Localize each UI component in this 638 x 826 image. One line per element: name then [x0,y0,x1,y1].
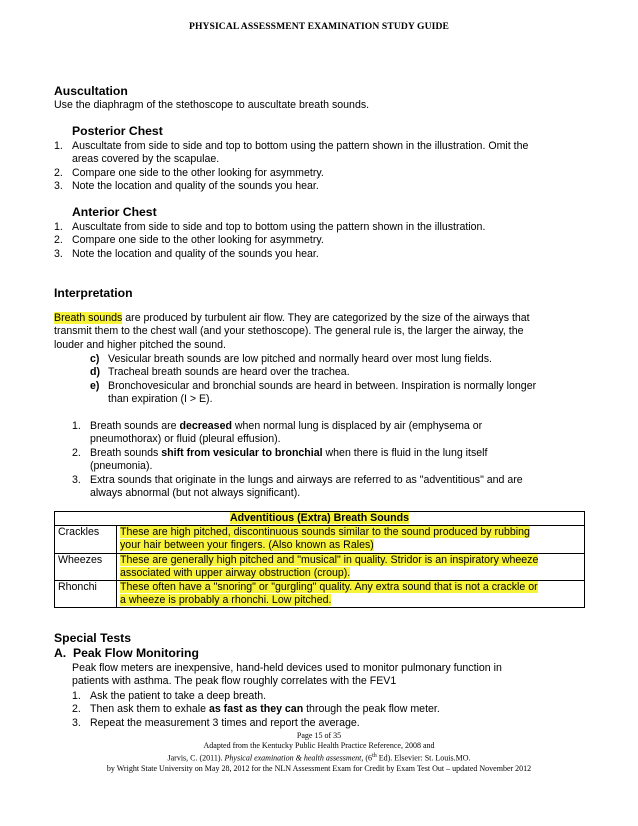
peak-flow-intro: Peak flow meters are inexpensive, hand-held devices used to monitor pulmonary function in patients with asthma. The peak flow roughly correlates with the FEV1 [72,662,502,688]
breath-sounds-highlight: Breath sounds [54,312,123,324]
peak-flow-heading: A. Peak Flow Monitoring [54,646,199,660]
interpretation-numbered-list [72,420,523,500]
table-row [55,526,585,553]
list-item-continuation: always abnormal (but not always significant). [90,487,301,500]
posterior-chest-heading: Posterior Chest [72,124,163,138]
adventitious-sounds-table [54,511,585,608]
table-header-row [55,512,585,526]
page-footer [0,731,638,774]
anterior-list [54,221,485,261]
list-item: 1. Auscultate from side to side and top to bottom using the pattern shown in the illustration. [54,221,486,233]
auscultation-intro: Use the diaphragm of the stethoscope to auscultate breath sounds. [54,99,370,111]
table-cell-description: These are high pitched, discontinuous sounds similar to the sound produced by rubbing your hair between your fingers. (Also known as Rales) [117,526,585,553]
list-item-continuation: (pneumonia). [90,460,153,473]
special-tests-heading: Special Tests [54,631,131,645]
table-row [55,581,585,608]
interpretation-heading: Interpretation [54,286,133,300]
list-item: 1. Breath sounds are decreased when normal lung is displaced by air (emphysema or [72,420,483,432]
list-item: 2. Breath sounds shift from vesicular to bronchial when there is fluid in the lung itself [72,446,488,459]
table-cell-term: Crackles [55,526,117,553]
list-item: 3. Note the location and quality of the sounds you hear. [54,247,319,260]
list-item: 3. Note the location and quality of the sounds you hear. [54,180,319,193]
list-item: 3. Extra sounds that originate in the lungs and airways are referred to as "adventitious" and are [72,473,523,486]
anterior-chest-heading: Anterior Chest [72,205,157,219]
list-item: 3. Repeat the measurement 3 times and report the average. [72,716,360,729]
list-item-continuation: pneumothorax) or fluid (pleural effusion). [90,433,281,446]
page-header-title: PHYSICAL ASSESSMENT EXAMINATION STUDY GUIDE [188,21,449,32]
page-number: Page 15 of 35 [296,731,342,740]
list-item: d) Tracheal breath sounds are heard over the trachea. [90,366,350,379]
posterior-list [54,140,528,194]
table-title: Adventitious (Extra) Breath Sounds [230,512,409,524]
list-item: 2. Compare one side to the other looking for asymmetry. [54,166,324,179]
peak-flow-steps [72,690,440,730]
list-item: 1. Ask the patient to take a deep breath. [72,690,267,702]
auscultation-heading: Auscultation [54,84,128,98]
footer-line: Adapted from the Kentucky Public Health Practice Reference, 2008 and [203,741,435,750]
table-cell-description: These often have a "snoring" or "gurgling" quality. Any extra sound that is not a crackle or a wheeze is probably a rhonchi. Low pitched. [117,581,585,608]
table-cell-term: Wheezes [55,553,117,580]
table-cell-term: Rhonchi [55,581,117,608]
interpretation-paragraph: Breath sounds are produced by turbulent air flow. They are categorized by the size of the airways that transmit them to the chest wall (and your stethoscope). The general rule is, the larger the airway, the louder and higher pitched the sound. [54,312,530,351]
list-item: 2. Compare one side to the other looking for asymmetry. [54,234,324,247]
list-item-continuation: areas covered by the scapulae. [72,153,220,166]
footer-line: by Wright State University on May 28, 2012 for the NLN Assessment Exam for Credit by Exam Test Out – updated November 2012 [106,763,532,773]
table-cell-description: These are generally high pitched and "musical" in quality. Stridor is an inspiratory wheeze associated with upper airway obstruction (croup). [117,553,585,580]
list-item: e) Bronchovesicular and bronchial sounds are heard in between. Inspiration is normally longer [90,379,537,392]
list-item-continuation: than expiration (I > E). [108,393,213,406]
lettered-list [90,353,536,407]
table-row [55,553,585,580]
list-item: 1. Auscultate from side to side and top to bottom using the pattern shown in the illustration. Omit the [54,140,529,152]
list-item: 2. Then ask them to exhale as fast as they can through the peak flow meter. [72,703,440,716]
footer-citation: Jarvis, C. (2011). Physical examination & health assessment, (6th Ed). Elsevier: St. Louis.MO. [167,753,471,763]
list-item: c) Vesicular breath sounds are low pitched and normally heard over most lung fields. [90,353,492,365]
